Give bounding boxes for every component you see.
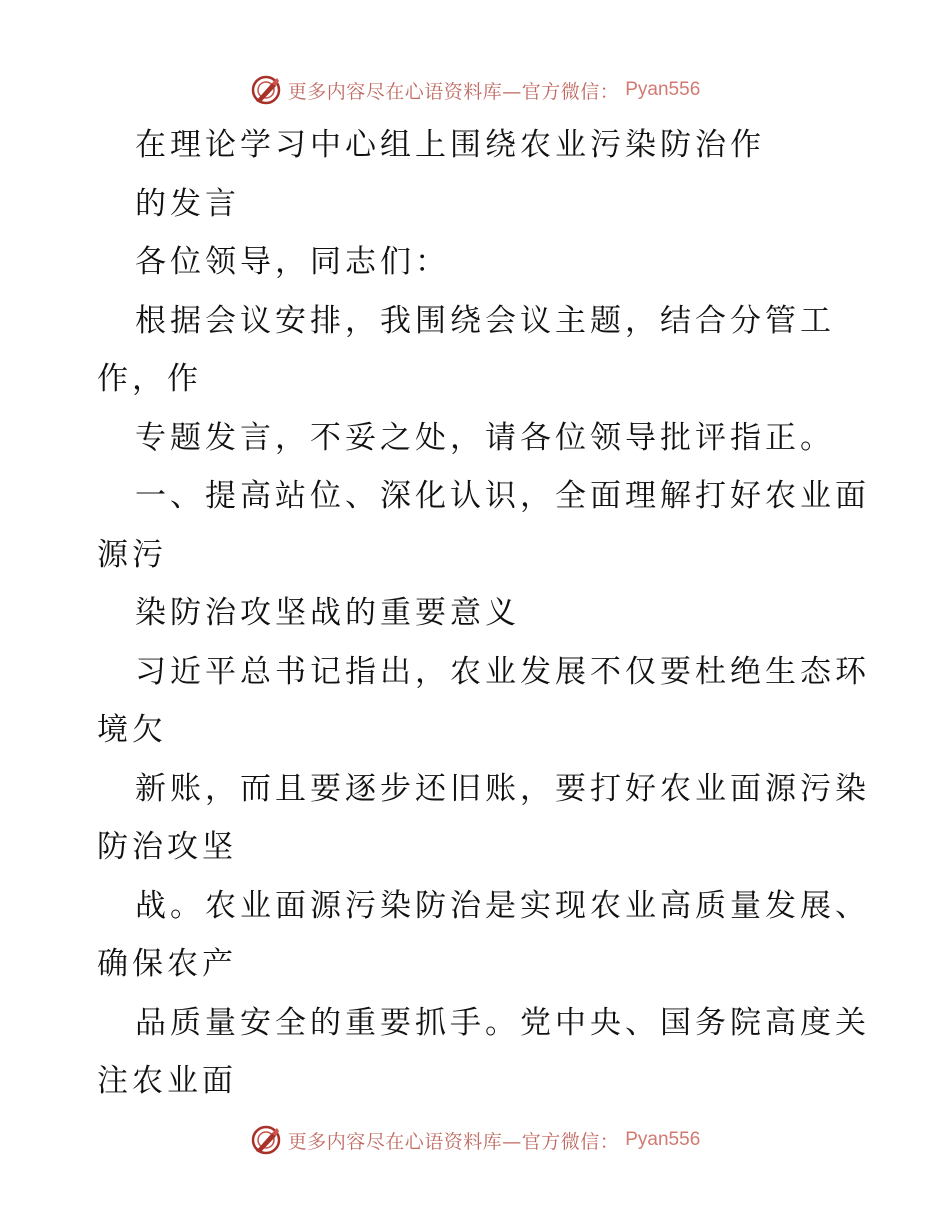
watermark-banner-bottom — [0, 1122, 950, 1158]
pen-logo-icon — [250, 74, 282, 106]
text-line: 源污 — [97, 536, 167, 573]
watermark-wechat-id: Pyan556 — [625, 1129, 701, 1150]
text-line: 各位领导，同志们： — [135, 244, 450, 280]
watermark-text: 更多内容尽在心语资料库—官方微信： — [287, 1130, 620, 1153]
text-line: 新账，而且要逐步还旧账，要打好农业面源污染 — [135, 770, 870, 807]
watermark-wechat-id: Pyan556 — [625, 79, 701, 100]
text-line: 防治攻坚 — [97, 829, 237, 865]
text-line: 根据会议安排，我围绕会议主题，结合分管工 — [135, 302, 835, 339]
text-line: 一、提高站位、深化认识，全面理解打好农业面 — [135, 478, 870, 514]
text-line: 在理论学习中心组上围绕农业污染防治作 — [135, 127, 765, 163]
watermark-banner-top — [0, 72, 950, 108]
text-line: 染防治攻坚战的重要意义 — [135, 595, 520, 631]
text-line: 战。农业面源污染防治是实现农业高质量发展、 — [135, 887, 870, 924]
text-line: 品质量安全的重要抓手。党中央、国务院高度关 — [135, 1004, 870, 1041]
text-line: 注农业面 — [97, 1063, 237, 1099]
text-line: 作，作 — [97, 361, 202, 397]
text-line: 的发言 — [135, 185, 240, 222]
text-line: 确保农产 — [97, 946, 237, 982]
document-body — [97, 116, 877, 1111]
watermark-text: 更多内容尽在心语资料库—官方微信： — [287, 80, 620, 103]
text-line: 习近平总书记指出，农业发展不仅要杜绝生态环 — [135, 653, 870, 690]
text-line: 专题发言，不妥之处，请各位领导批评指正。 — [135, 419, 835, 456]
pen-logo-icon — [250, 1124, 282, 1156]
text-line: 境欠 — [97, 712, 167, 748]
